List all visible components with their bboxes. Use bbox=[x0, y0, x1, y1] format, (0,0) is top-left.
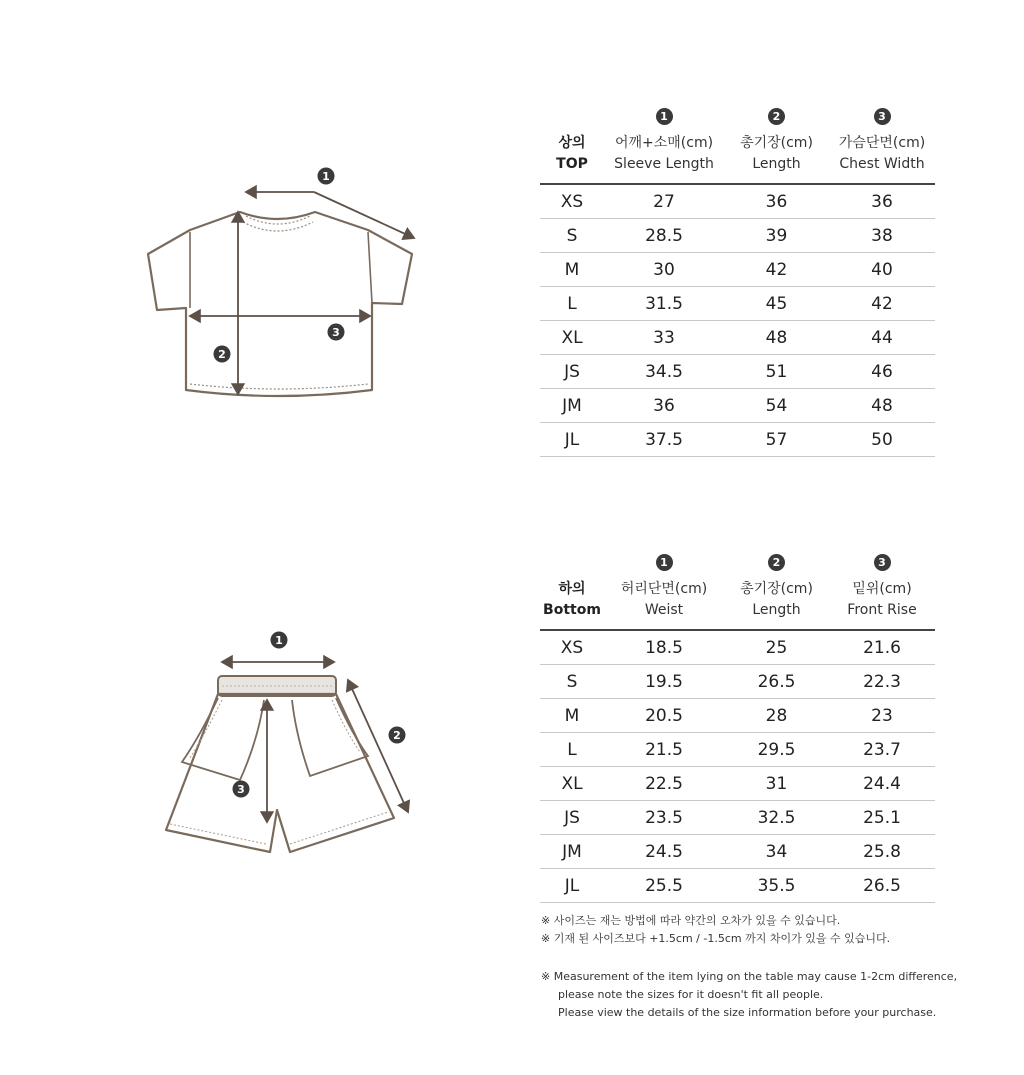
measurement-cell: 23 bbox=[829, 699, 935, 733]
shorts-outline bbox=[166, 694, 394, 852]
table-row bbox=[540, 733, 935, 767]
measurement-cell: 48 bbox=[829, 389, 935, 423]
note-ko-1: ※ 사이즈는 재는 방법에 따라 약간의 오차가 있을 수 있습니다. bbox=[541, 914, 841, 927]
size-label: JM bbox=[540, 389, 604, 423]
top-marker-2 bbox=[214, 346, 231, 363]
bottom-table-body bbox=[540, 630, 935, 903]
size-label: S bbox=[540, 219, 604, 253]
measurement-cell: 26.5 bbox=[829, 869, 935, 903]
table-row bbox=[540, 630, 935, 665]
measurement-cell: 23.7 bbox=[829, 733, 935, 767]
top-marker-3 bbox=[328, 324, 345, 341]
note-en-2: please note the sizes for it doesn't fit all people. bbox=[558, 988, 824, 1001]
table-row bbox=[540, 321, 935, 355]
svg-text:3: 3 bbox=[332, 326, 340, 339]
bottom-marker-2 bbox=[389, 727, 406, 744]
measurement-cell: 26.5 bbox=[724, 665, 829, 699]
top-illustration bbox=[140, 160, 430, 410]
size-label: JL bbox=[540, 423, 604, 457]
column-marker-3: 3 bbox=[874, 108, 891, 125]
measurement-cell: 36 bbox=[829, 184, 935, 219]
table-row bbox=[540, 253, 935, 287]
table-row bbox=[540, 801, 935, 835]
top-marker-1 bbox=[318, 168, 335, 185]
measurement-cell: 25 bbox=[724, 630, 829, 665]
measurement-cell: 45 bbox=[724, 287, 829, 321]
table-row bbox=[540, 389, 935, 423]
size-label: JS bbox=[540, 355, 604, 389]
table-row bbox=[540, 355, 935, 389]
marker-row bbox=[540, 543, 935, 571]
column-marker-1: 1 bbox=[656, 554, 673, 571]
measurement-cell: 21.6 bbox=[829, 630, 935, 665]
table-row bbox=[540, 219, 935, 253]
column-marker-3: 3 bbox=[874, 554, 891, 571]
marker-row bbox=[540, 97, 935, 125]
size-label: S bbox=[540, 665, 604, 699]
measurement-cell: 28 bbox=[724, 699, 829, 733]
header-row bbox=[540, 125, 935, 184]
measurement-cell: 48 bbox=[724, 321, 829, 355]
column-header: 허리단면(cm) Weist bbox=[604, 571, 724, 630]
measurement-cell: 34 bbox=[724, 835, 829, 869]
size-label: M bbox=[540, 253, 604, 287]
measurement-cell: 57 bbox=[724, 423, 829, 457]
shorts-length-arrow bbox=[348, 680, 408, 812]
bottom-marker-3 bbox=[233, 781, 250, 798]
column-marker-2: 2 bbox=[768, 554, 785, 571]
size-label: JL bbox=[540, 869, 604, 903]
note-ko-2: ※ 기재 된 사이즈보다 +1.5cm / -1.5cm 까지 차이가 있을 수 있습니다. bbox=[541, 932, 891, 945]
column-header: 총기장(cm) Length bbox=[724, 571, 829, 630]
measurement-cell: 34.5 bbox=[604, 355, 724, 389]
measurement-cell: 44 bbox=[829, 321, 935, 355]
measurement-cell: 25.1 bbox=[829, 801, 935, 835]
table-row bbox=[540, 423, 935, 457]
notes-en bbox=[541, 968, 957, 1022]
measurement-cell: 39 bbox=[724, 219, 829, 253]
measurement-cell: 24.4 bbox=[829, 767, 935, 801]
category-label: 상의 TOP bbox=[540, 125, 604, 184]
measurement-cell: 22.3 bbox=[829, 665, 935, 699]
size-label: XS bbox=[540, 630, 604, 665]
measurement-cell: 31 bbox=[724, 767, 829, 801]
measurement-cell: 25.8 bbox=[829, 835, 935, 869]
size-label: JM bbox=[540, 835, 604, 869]
measurement-cell: 23.5 bbox=[604, 801, 724, 835]
top-size-table bbox=[540, 97, 935, 457]
column-header: 가슴단면(cm) Chest Width bbox=[829, 125, 935, 184]
measurement-cell: 30 bbox=[604, 253, 724, 287]
column-marker-1: 1 bbox=[656, 108, 673, 125]
measurement-cell: 31.5 bbox=[604, 287, 724, 321]
measurement-cell: 35.5 bbox=[724, 869, 829, 903]
measurement-cell: 24.5 bbox=[604, 835, 724, 869]
top-table-body bbox=[540, 184, 935, 457]
measurement-cell: 21.5 bbox=[604, 733, 724, 767]
column-header: 총기장(cm) Length bbox=[724, 125, 829, 184]
size-label: XS bbox=[540, 184, 604, 219]
measurement-cell: 46 bbox=[829, 355, 935, 389]
table-row bbox=[540, 184, 935, 219]
measurement-cell: 54 bbox=[724, 389, 829, 423]
measurement-cell: 32.5 bbox=[724, 801, 829, 835]
measurement-cell: 29.5 bbox=[724, 733, 829, 767]
size-label: XL bbox=[540, 321, 604, 355]
table-row bbox=[540, 835, 935, 869]
column-marker-2: 2 bbox=[768, 108, 785, 125]
measurement-cell: 37.5 bbox=[604, 423, 724, 457]
size-label: L bbox=[540, 733, 604, 767]
measurement-cell: 27 bbox=[604, 184, 724, 219]
measurement-cell: 38 bbox=[829, 219, 935, 253]
size-label: JS bbox=[540, 801, 604, 835]
table-row bbox=[540, 665, 935, 699]
note-en-3: Please view the details of the size information before your purchase. bbox=[558, 1006, 937, 1019]
svg-text:2: 2 bbox=[218, 348, 226, 361]
svg-text:1: 1 bbox=[322, 170, 330, 183]
column-header: 어깨+소매(cm) Sleeve Length bbox=[604, 125, 724, 184]
header-row bbox=[540, 571, 935, 630]
note-en-1: ※ Measurement of the item lying on the table may cause 1-2cm difference, bbox=[541, 970, 958, 983]
measurement-cell: 18.5 bbox=[604, 630, 724, 665]
measurement-cell: 20.5 bbox=[604, 699, 724, 733]
category-label: 하의 Bottom bbox=[540, 571, 604, 630]
bottom-size-table bbox=[540, 543, 935, 903]
svg-text:1: 1 bbox=[275, 634, 283, 647]
svg-text:3: 3 bbox=[237, 783, 245, 796]
table-row bbox=[540, 767, 935, 801]
measurement-cell: 25.5 bbox=[604, 869, 724, 903]
measurement-cell: 51 bbox=[724, 355, 829, 389]
notes-ko bbox=[541, 912, 890, 948]
measurement-cell: 40 bbox=[829, 253, 935, 287]
size-label: XL bbox=[540, 767, 604, 801]
measurement-cell: 22.5 bbox=[604, 767, 724, 801]
measurement-cell: 50 bbox=[829, 423, 935, 457]
measurement-cell: 19.5 bbox=[604, 665, 724, 699]
table-row bbox=[540, 287, 935, 321]
table-row bbox=[540, 869, 935, 903]
bottom-illustration bbox=[155, 625, 425, 865]
svg-text:2: 2 bbox=[393, 729, 401, 742]
size-label: M bbox=[540, 699, 604, 733]
measurement-cell: 36 bbox=[724, 184, 829, 219]
measurement-cell: 42 bbox=[724, 253, 829, 287]
measurement-cell: 36 bbox=[604, 389, 724, 423]
size-label: L bbox=[540, 287, 604, 321]
shirt-outline bbox=[148, 212, 412, 396]
table-row bbox=[540, 699, 935, 733]
measurement-cell: 42 bbox=[829, 287, 935, 321]
bottom-marker-1 bbox=[271, 632, 288, 649]
column-header: 밑위(cm) Front Rise bbox=[829, 571, 935, 630]
measurement-cell: 28.5 bbox=[604, 219, 724, 253]
measurement-cell: 33 bbox=[604, 321, 724, 355]
